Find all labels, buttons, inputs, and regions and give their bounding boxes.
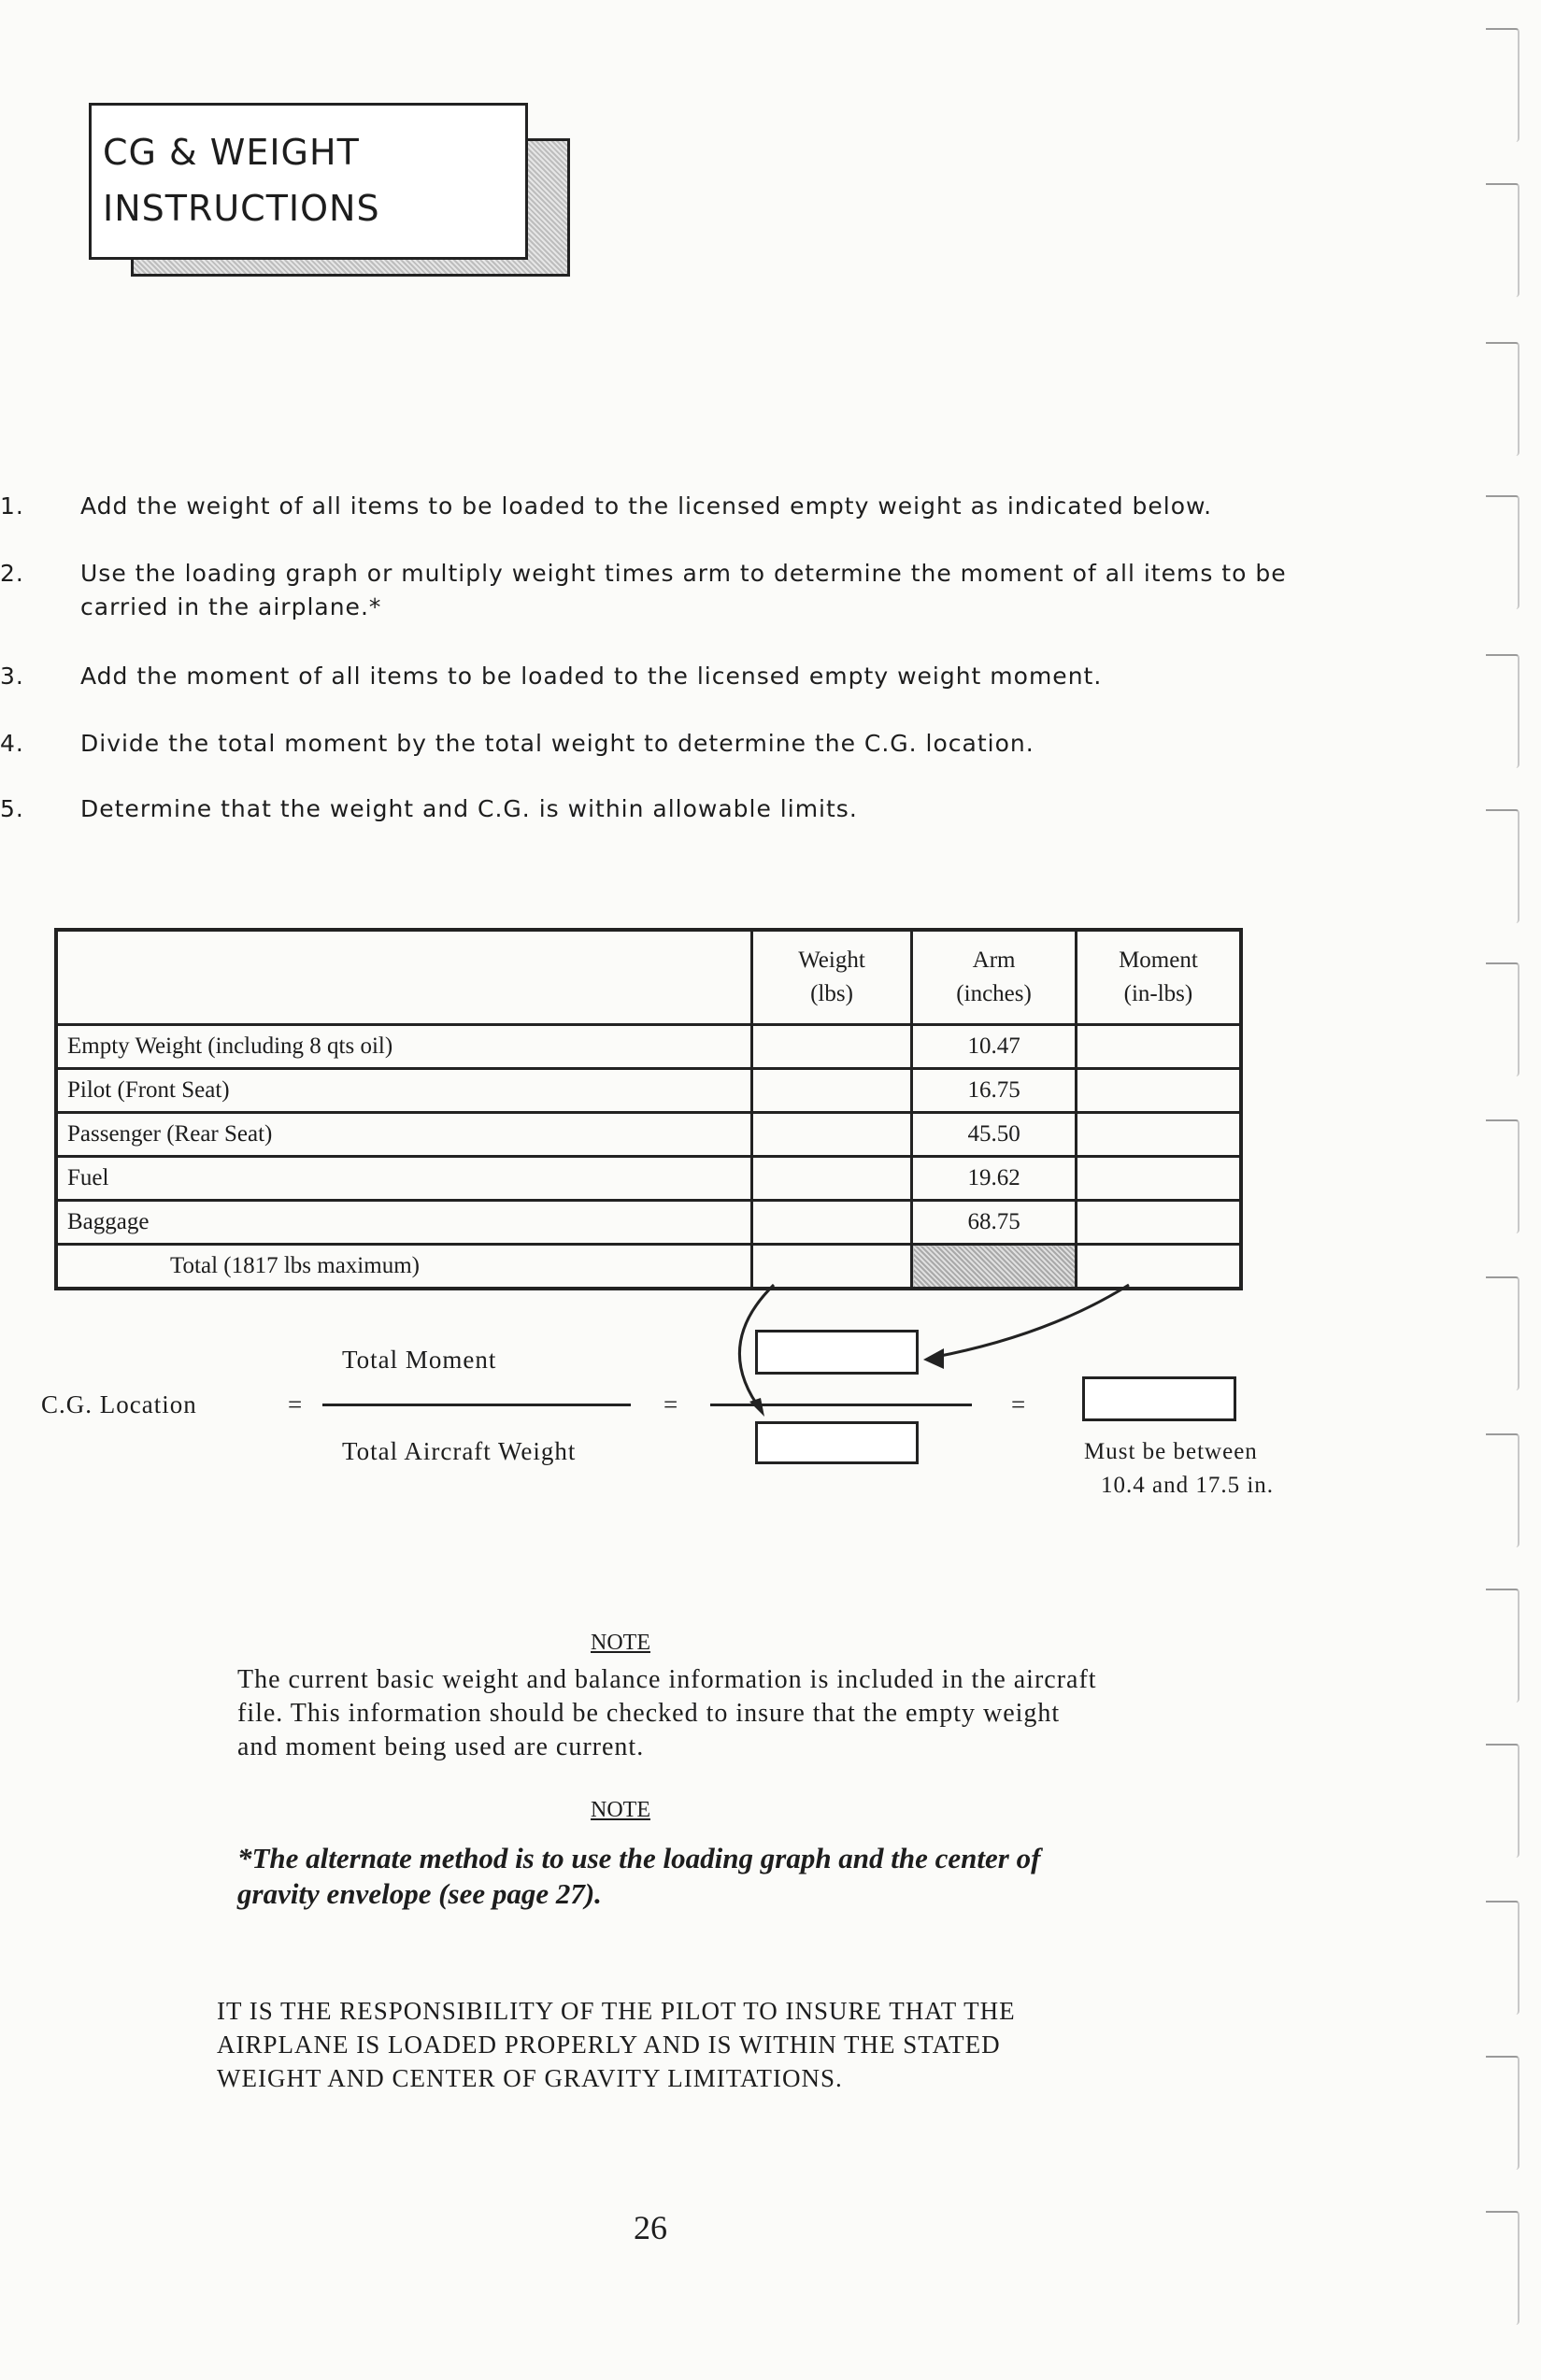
arrowhead-icon bbox=[749, 1398, 764, 1417]
cg-result-box[interactable] bbox=[1082, 1376, 1236, 1421]
binding-tab bbox=[1486, 342, 1520, 456]
pilot-responsibility-warning: IT IS THE RESPONSIBILITY OF THE PILOT TO INSURE THAT THE AIRPLANE IS LOADED PROPERLY AND IS WITHIN THE STATED WEIGHT AND CENTER OF GRAVITY LIMITATIONS. bbox=[217, 1997, 1016, 2092]
formula-denominator: Total Aircraft Weight bbox=[342, 1437, 577, 1465]
binding-tab bbox=[1486, 1433, 1520, 1547]
formula-numerator: Total Moment bbox=[342, 1346, 497, 1374]
instruction-text: Add the moment of all items to be loaded to the licensed empty weight moment. bbox=[80, 663, 1103, 690]
arm-cell: 68.75 bbox=[912, 1201, 1077, 1245]
total-weight-box[interactable] bbox=[755, 1421, 919, 1464]
instruction-number: 3. bbox=[0, 663, 24, 690]
arrowhead-icon bbox=[923, 1348, 944, 1369]
binding-tab bbox=[1486, 1901, 1520, 2015]
title-line-1: CG & WEIGHT bbox=[103, 132, 360, 173]
fraction-bar bbox=[322, 1404, 631, 1406]
moment-header: Moment (in-lbs) bbox=[1076, 930, 1241, 1025]
cg-limits bbox=[1084, 1435, 1274, 1503]
note-heading: NOTE bbox=[591, 1631, 650, 1655]
binding-tab bbox=[1486, 183, 1520, 297]
equals-sign: = bbox=[1011, 1390, 1027, 1418]
moment-to-numerator-arrow bbox=[931, 1285, 1129, 1358]
limit-line-2: 10.4 and 17.5 in. bbox=[1101, 1473, 1275, 1498]
item-cell: Passenger (Rear Seat) bbox=[56, 1113, 751, 1157]
binding-tab bbox=[1486, 28, 1520, 142]
binding-tab bbox=[1486, 809, 1520, 923]
binding-tab bbox=[1486, 495, 1520, 609]
instruction-number: 5. bbox=[0, 795, 24, 822]
note-heading: NOTE bbox=[591, 1798, 650, 1822]
cg-location-label: C.G. Location bbox=[41, 1390, 197, 1418]
arm-cell: 16.75 bbox=[912, 1069, 1077, 1113]
binding-tab bbox=[1486, 1119, 1520, 1233]
arm-cell: 10.47 bbox=[912, 1025, 1077, 1069]
binding-tab bbox=[1486, 2211, 1520, 2325]
fraction-bar bbox=[710, 1404, 972, 1406]
alternate-method-note: *The alternate method is to use the loading graph and the center of gravity envelope (see page 27). bbox=[237, 1842, 1041, 1910]
item-cell: Empty Weight (including 8 qts oil) bbox=[56, 1025, 751, 1069]
total-label: Total (1817 lbs maximum) bbox=[56, 1245, 751, 1290]
equals-sign: = bbox=[663, 1390, 679, 1418]
instruction-text: Add the weight of all items to be loaded to the licensed empty weight as indicated below. bbox=[80, 492, 1213, 520]
item-cell: Fuel bbox=[56, 1157, 751, 1201]
instruction-number: 4. bbox=[0, 730, 24, 757]
total-moment-box[interactable] bbox=[755, 1330, 919, 1375]
arm-cell: 45.50 bbox=[912, 1113, 1077, 1157]
instruction-number: 1. bbox=[0, 492, 24, 520]
arm-cell: 19.62 bbox=[912, 1157, 1077, 1201]
instruction-number: 2. bbox=[0, 560, 24, 587]
item-cell: Baggage bbox=[56, 1201, 751, 1245]
instruction-text: Determine that the weight and C.G. is within allowable limits. bbox=[80, 795, 858, 822]
arm-header: Arm (inches) bbox=[912, 930, 1077, 1025]
page-number: 26 bbox=[634, 2209, 667, 2246]
equals-sign: = bbox=[288, 1390, 304, 1418]
title-line-2: INSTRUCTIONS bbox=[103, 188, 380, 229]
binding-tab bbox=[1486, 2056, 1520, 2170]
limit-line-1: Must be between bbox=[1084, 1439, 1258, 1464]
binding-tab bbox=[1486, 1744, 1520, 1858]
binding-tab bbox=[1486, 654, 1520, 768]
note-text: The current basic weight and balance information is included in the aircraft file. This information should be checked to insure that the empty weight and moment being used are current. bbox=[237, 1665, 1097, 1761]
item-cell: Pilot (Front Seat) bbox=[56, 1069, 751, 1113]
binding-tab bbox=[1486, 962, 1520, 1076]
instruction-text: Use the loading graph or multiply weight times arm to determine the moment of all items to be carried in the airplane.* bbox=[80, 560, 1287, 620]
instruction-text: Divide the total moment by the total weight to determine the C.G. location. bbox=[80, 730, 1034, 757]
weight-header: Weight (lbs) bbox=[751, 930, 912, 1025]
binding-tab bbox=[1486, 1276, 1520, 1390]
binding-tab bbox=[1486, 1589, 1520, 1703]
